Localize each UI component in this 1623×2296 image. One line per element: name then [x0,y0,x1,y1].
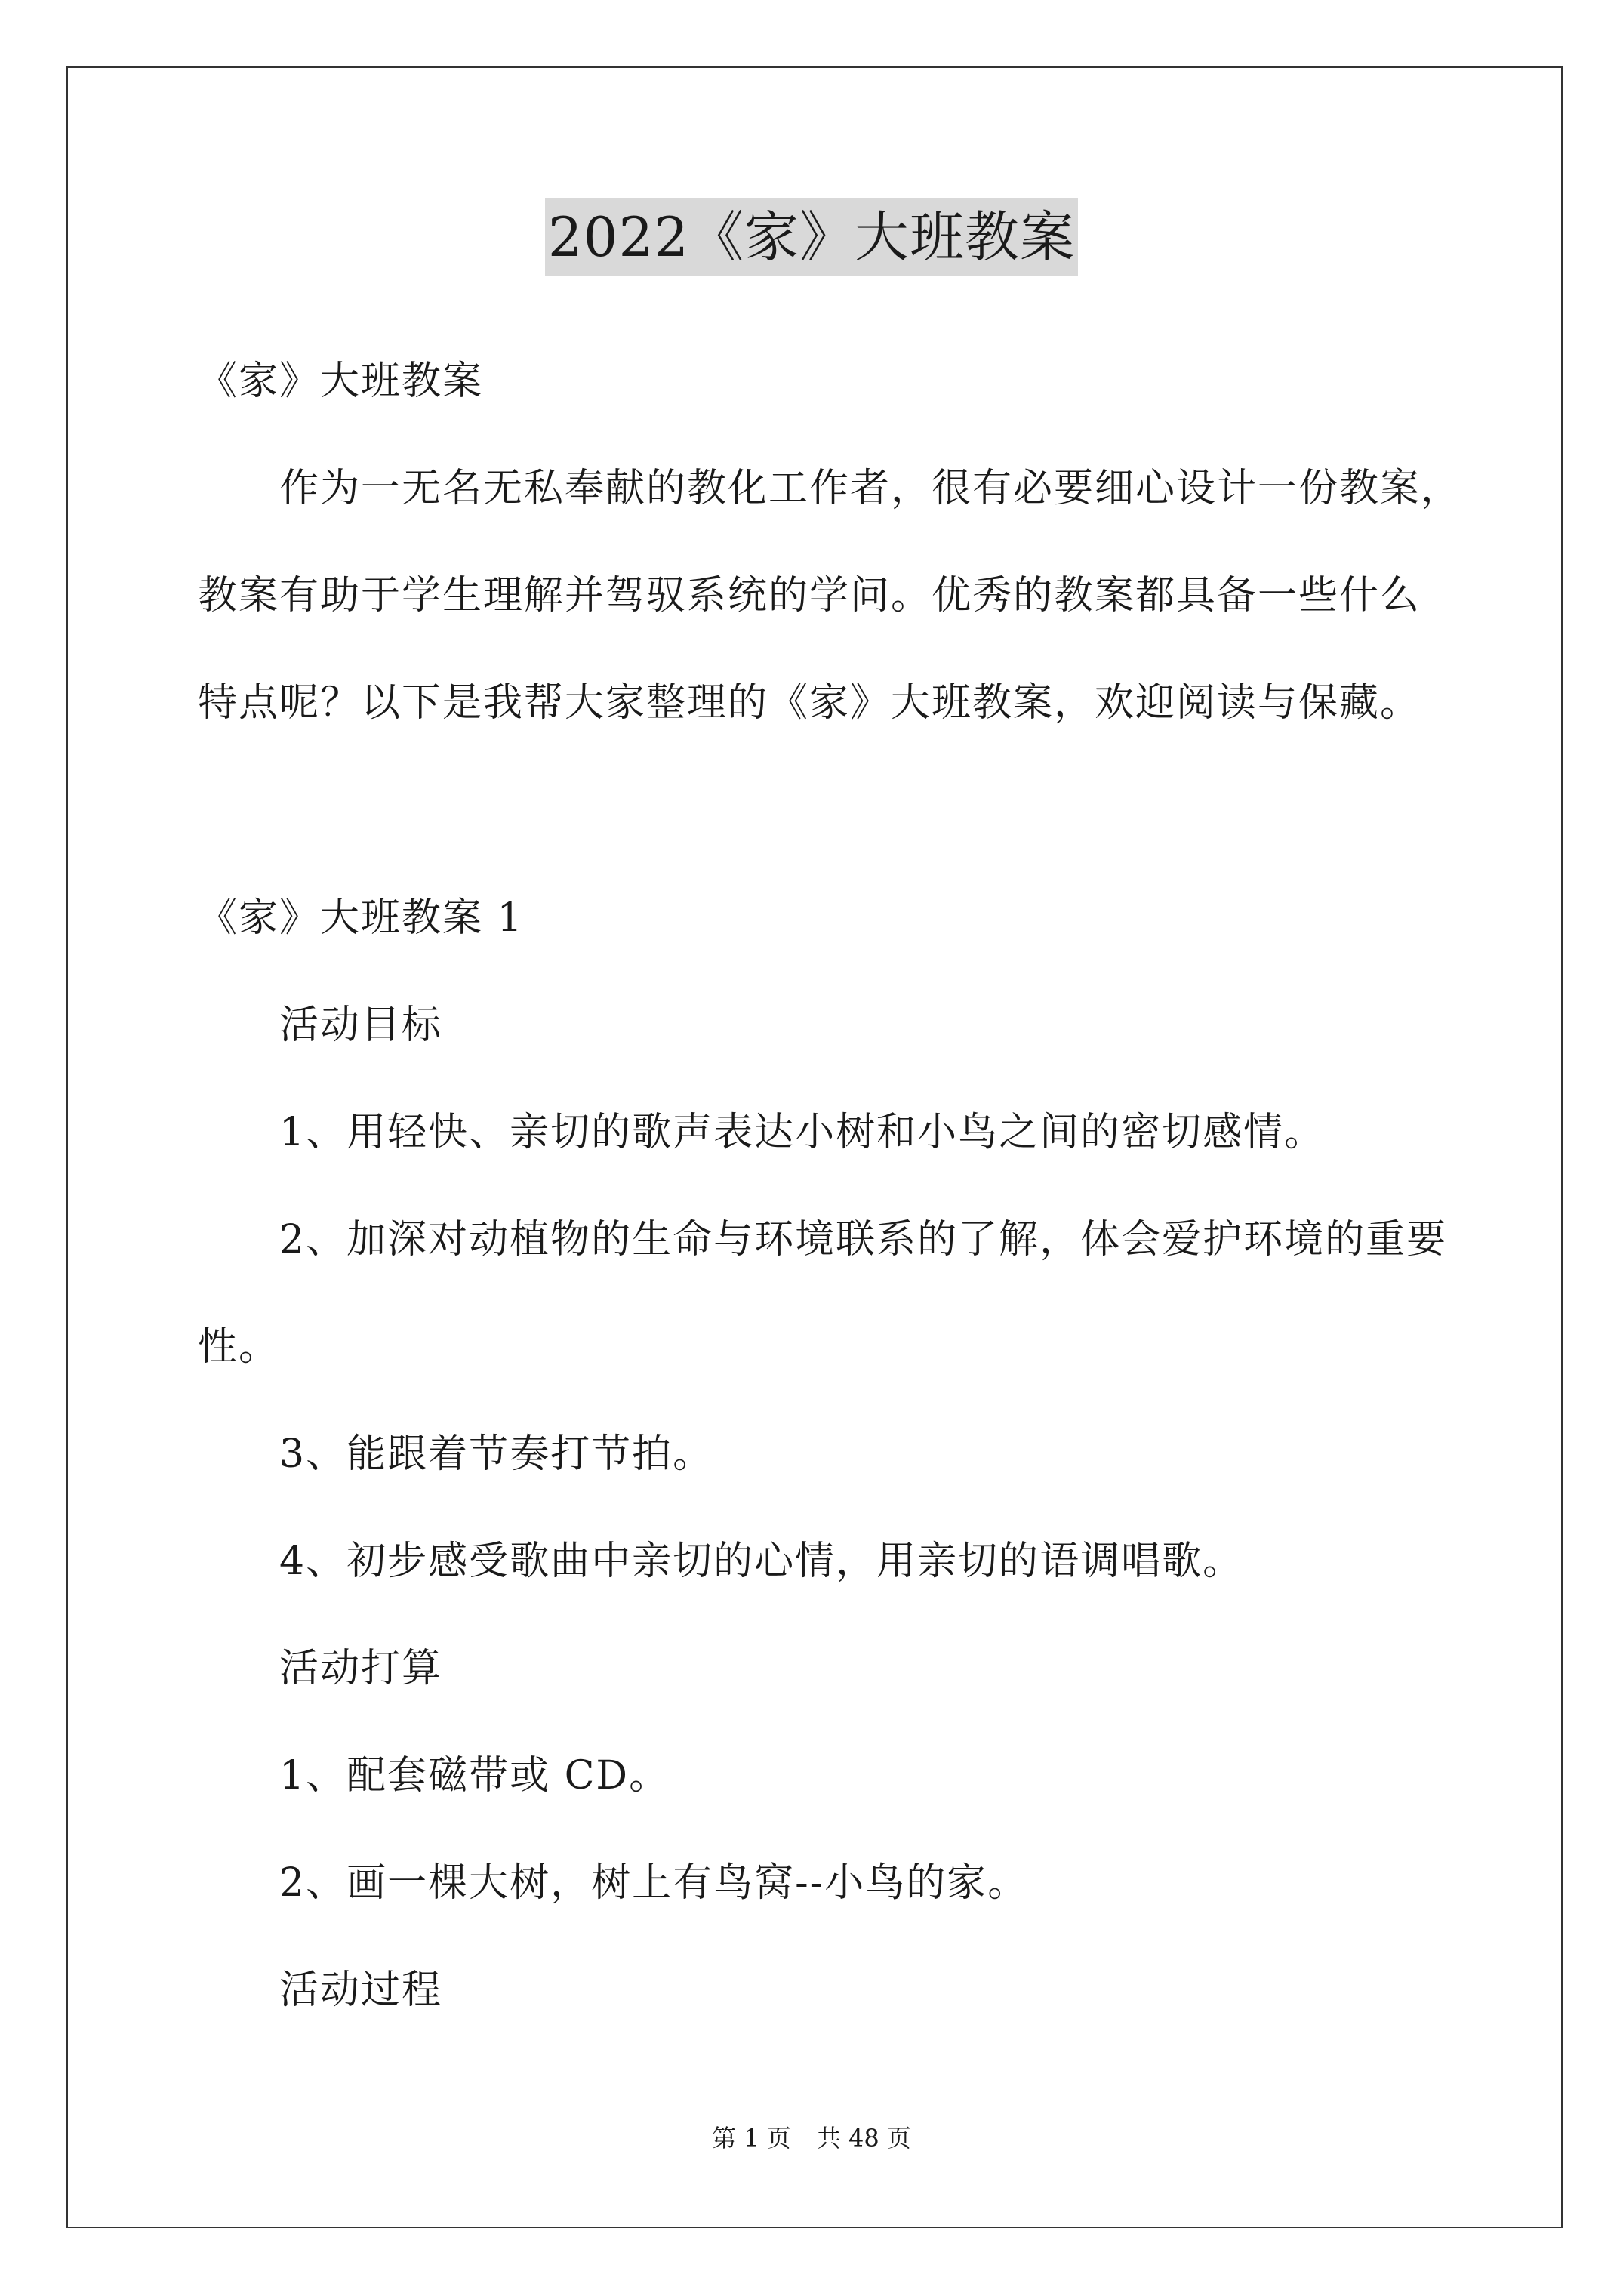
goal-item-1: 1、用轻快、亲切的歌声表达小树和小鸟之间的密切感情。 [279,1110,1326,1155]
prep-item-1: 1、配套磁带或 CD。 [279,1753,670,1798]
intro-line-3: 特点呢？以下是我帮大家整理的《家》大班教案，欢迎阅读与保藏。 [198,680,1421,726]
goal-item-2: 2、加深对动植物的生命与环境联系的了解，体会爱护环境的重要 [279,1217,1448,1262]
intro-line-2: 教案有助于学生理解并驾驭系统的学问。优秀的教案都具备一些什么 [198,573,1421,618]
document-subtitle: 《家》大班教案 [198,359,484,404]
document-title: 2022《家》大班教案 [545,198,1078,276]
page-footer [0,2123,1623,2153]
prep-item-2: 2、画一棵大树，树上有鸟窝--小鸟的家。 [279,1860,1029,1906]
page-total: 共 48 页 [816,2124,911,2153]
goals-heading: 活动目标 [279,1003,443,1048]
process-heading: 活动过程 [279,1968,443,2013]
intro-line-1: 作为一无名无私奉献的教化工作者，很有必要细心设计一份教案， [279,466,1462,511]
page-number: 第 1 页 [712,2124,791,2153]
goal-item-3: 3、能跟着节奏打节拍。 [279,1432,714,1477]
section-heading: 《家》大班教案 1 [198,895,524,941]
title-container [0,198,1623,276]
goal-item-4: 4、初步感受歌曲中亲切的心情，用亲切的语调唱歌。 [279,1539,1244,1584]
prep-heading: 活动打算 [279,1646,443,1691]
goal-item-2-continued: 性。 [198,1324,280,1370]
